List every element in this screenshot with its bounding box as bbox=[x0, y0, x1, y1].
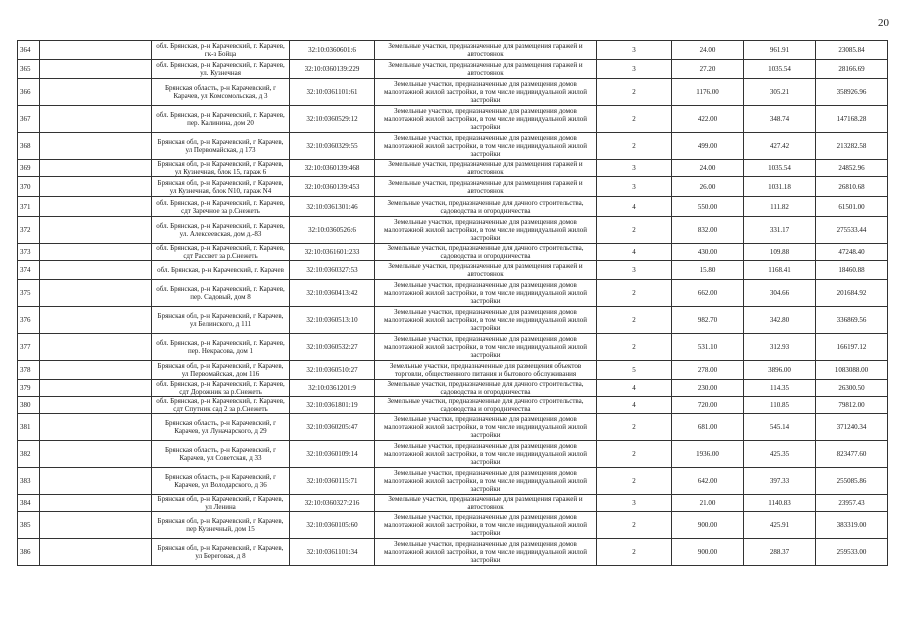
category-cell: 2 bbox=[597, 280, 672, 307]
spacer-cell bbox=[40, 380, 152, 397]
cadastral-number-cell: 32:10:0360532:27 bbox=[290, 334, 375, 361]
cadastral-number-cell: 32:10:0361201:9 bbox=[290, 380, 375, 397]
land-use-cell: Земельные участки, предназначенные для размещения гаражей и автостоянок bbox=[375, 41, 597, 60]
table-row bbox=[18, 334, 888, 361]
rate-cell: 3896.00 bbox=[744, 361, 816, 380]
rate-cell: 427.42 bbox=[744, 133, 816, 160]
address-cell: обл. Брянская, р-н Карачевский, г. Карачев, сдт Заречное за р.Снежеть bbox=[152, 197, 290, 217]
table-row bbox=[18, 397, 888, 414]
cadastral-value-cell: 26300.50 bbox=[816, 380, 888, 397]
rate-cell: 1035.54 bbox=[744, 160, 816, 177]
rate-cell: 109.88 bbox=[744, 244, 816, 261]
row-number: 364 bbox=[18, 41, 40, 60]
rate-cell: 425.35 bbox=[744, 441, 816, 468]
row-number: 370 bbox=[18, 177, 40, 197]
table-row bbox=[18, 244, 888, 261]
rate-cell: 1140.83 bbox=[744, 495, 816, 512]
address-cell: обл. Брянская, р-н Карачевский, г. Карачев, пер. Калинина, дом 20 bbox=[152, 106, 290, 133]
land-use-cell: Земельные участки, предназначенные для размещения гаражей и автостоянок bbox=[375, 177, 597, 197]
table-row bbox=[18, 106, 888, 133]
address-cell: Брянская обл, р-н Карачевский, г Карачев, ул Первомайская, д 173 bbox=[152, 133, 290, 160]
row-number: 378 bbox=[18, 361, 40, 380]
land-use-cell: Земельные участки, предназначенные для размещения домов малоэтажной жилой застройки, в том числе индивидуальной жилой застройки bbox=[375, 280, 597, 307]
rate-cell: 110.85 bbox=[744, 397, 816, 414]
row-number: 373 bbox=[18, 244, 40, 261]
table-row bbox=[18, 217, 888, 244]
address-cell: обл. Брянская, р-н Карачевский, г. Карачев, сдт Дорожник за р.Снежеть bbox=[152, 380, 290, 397]
address-cell: обл. Брянская, р-н Карачевский, г. Карачев, ул. Кузнечная bbox=[152, 60, 290, 79]
area-cell: 24.00 bbox=[672, 41, 744, 60]
table-row bbox=[18, 79, 888, 106]
category-cell: 3 bbox=[597, 261, 672, 280]
cadastral-value-cell: 24852.96 bbox=[816, 160, 888, 177]
land-use-cell: Земельные участки, предназначенные для размещения домов малоэтажной жилой застройки, в том числе индивидуальной жилой застройки bbox=[375, 468, 597, 495]
table-row bbox=[18, 380, 888, 397]
cadastral-value-cell: 201684.92 bbox=[816, 280, 888, 307]
area-cell: 832.00 bbox=[672, 217, 744, 244]
category-cell: 2 bbox=[597, 217, 672, 244]
cadastral-number-cell: 32:10:0360105:60 bbox=[290, 512, 375, 539]
area-cell: 27.20 bbox=[672, 60, 744, 79]
row-number: 383 bbox=[18, 468, 40, 495]
category-cell: 2 bbox=[597, 539, 672, 566]
rate-cell: 1168.41 bbox=[744, 261, 816, 280]
table-row bbox=[18, 495, 888, 512]
cadastral-number-cell: 32:10:0360139:468 bbox=[290, 160, 375, 177]
category-cell: 3 bbox=[597, 160, 672, 177]
spacer-cell bbox=[40, 160, 152, 177]
table-row bbox=[18, 60, 888, 79]
spacer-cell bbox=[40, 60, 152, 79]
table-row bbox=[18, 133, 888, 160]
land-use-cell: Земельные участки, предназначенные для размещения домов малоэтажной жилой застройки, в том числе индивидуальной жилой застройки bbox=[375, 414, 597, 441]
category-cell: 2 bbox=[597, 334, 672, 361]
row-number: 382 bbox=[18, 441, 40, 468]
row-number: 372 bbox=[18, 217, 40, 244]
area-cell: 720.00 bbox=[672, 397, 744, 414]
spacer-cell bbox=[40, 414, 152, 441]
spacer-cell bbox=[40, 468, 152, 495]
table-row bbox=[18, 414, 888, 441]
area-cell: 499.00 bbox=[672, 133, 744, 160]
land-use-cell: Земельные участки, предназначенные для размещения домов малоэтажной жилой застройки, в том числе индивидуальной жилой застройки bbox=[375, 217, 597, 244]
cadastral-value-cell: 1083088.00 bbox=[816, 361, 888, 380]
rate-cell: 348.74 bbox=[744, 106, 816, 133]
area-cell: 900.00 bbox=[672, 539, 744, 566]
cadastral-number-cell: 32:10:0361801:19 bbox=[290, 397, 375, 414]
table-row bbox=[18, 41, 888, 60]
cadastral-number-cell: 32:10:0360601:6 bbox=[290, 41, 375, 60]
land-use-cell: Земельные участки, предназначенные для размещения домов малоэтажной жилой застройки, в том числе индивидуальной жилой застройки bbox=[375, 334, 597, 361]
table-row bbox=[18, 539, 888, 566]
rate-cell: 342.80 bbox=[744, 307, 816, 334]
cadastral-number-cell: 32:10:0360139:229 bbox=[290, 60, 375, 79]
row-number: 381 bbox=[18, 414, 40, 441]
table-row bbox=[18, 441, 888, 468]
category-cell: 2 bbox=[597, 133, 672, 160]
area-cell: 642.00 bbox=[672, 468, 744, 495]
cadastral-number-cell: 32:10:0361101:61 bbox=[290, 79, 375, 106]
cadastral-value-cell: 23085.84 bbox=[816, 41, 888, 60]
address-cell: обл. Брянская, р-н Карачевский, г. Карачев, сдт Спутник сад 2 за р.Снежеть bbox=[152, 397, 290, 414]
cadastral-number-cell: 32:10:0360109:14 bbox=[290, 441, 375, 468]
cadastral-value-cell: 336869.56 bbox=[816, 307, 888, 334]
row-number: 380 bbox=[18, 397, 40, 414]
cadastral-value-cell: 166197.12 bbox=[816, 334, 888, 361]
address-cell: обл. Брянская, р-н Карачевский, г. Карачев, сдт Рассвет за р.Снежеть bbox=[152, 244, 290, 261]
page-number: 20 bbox=[878, 17, 889, 29]
rate-cell: 288.37 bbox=[744, 539, 816, 566]
land-use-cell: Земельные участки, предназначенные для размещения домов малоэтажной жилой застройки, в том числе индивидуальной жилой застройки bbox=[375, 539, 597, 566]
cadastral-number-cell: 32:10:0361101:34 bbox=[290, 539, 375, 566]
cadastral-value-cell: 26810.68 bbox=[816, 177, 888, 197]
table-row bbox=[18, 468, 888, 495]
spacer-cell bbox=[40, 79, 152, 106]
address-cell: обл. Брянская, р-н Карачевский, г. Карачев, пер. Садовый, дом 8 bbox=[152, 280, 290, 307]
spacer-cell bbox=[40, 133, 152, 160]
cadastral-number-cell: 32:10:0360115:71 bbox=[290, 468, 375, 495]
spacer-cell bbox=[40, 361, 152, 380]
rate-cell: 545.14 bbox=[744, 414, 816, 441]
address-cell: Брянская обл, р-н Карачевский, г Карачев, ул Береговая, д 8 bbox=[152, 539, 290, 566]
category-cell: 2 bbox=[597, 106, 672, 133]
spacer-cell bbox=[40, 177, 152, 197]
spacer-cell bbox=[40, 197, 152, 217]
category-cell: 2 bbox=[597, 307, 672, 334]
land-use-cell: Земельные участки, предназначенные для размещения домов малоэтажной жилой застройки, в том числе индивидуальной жилой застройки bbox=[375, 106, 597, 133]
cadastral-number-cell: 32:10:0360139:453 bbox=[290, 177, 375, 197]
area-cell: 662.00 bbox=[672, 280, 744, 307]
register-body bbox=[18, 41, 888, 566]
cadastral-number-cell: 32:10:0361301:46 bbox=[290, 197, 375, 217]
category-cell: 4 bbox=[597, 397, 672, 414]
row-number: 386 bbox=[18, 539, 40, 566]
area-cell: 1936.00 bbox=[672, 441, 744, 468]
area-cell: 230.00 bbox=[672, 380, 744, 397]
row-number: 375 bbox=[18, 280, 40, 307]
rate-cell: 1031.18 bbox=[744, 177, 816, 197]
cadastral-number-cell: 32:10:0361601:233 bbox=[290, 244, 375, 261]
cadastral-number-cell: 32:10:0360513:10 bbox=[290, 307, 375, 334]
table-row bbox=[18, 512, 888, 539]
table-row bbox=[18, 160, 888, 177]
cadastral-value-cell: 255085.86 bbox=[816, 468, 888, 495]
row-number: 385 bbox=[18, 512, 40, 539]
category-cell: 2 bbox=[597, 79, 672, 106]
cadastral-number-cell: 32:10:0360510:27 bbox=[290, 361, 375, 380]
spacer-cell bbox=[40, 280, 152, 307]
cadastral-value-cell: 23957.43 bbox=[816, 495, 888, 512]
table-row bbox=[18, 261, 888, 280]
spacer-cell bbox=[40, 495, 152, 512]
area-cell: 15.80 bbox=[672, 261, 744, 280]
address-cell: обл. Брянская, р-н Карачевский, г. Карачев, гк-з Бойца bbox=[152, 41, 290, 60]
land-use-cell: Земельные участки, предназначенные для размещения гаражей и автостоянок bbox=[375, 495, 597, 512]
address-cell: Брянская обл, р-н Карачевский, г Карачев, ул Белинского, д 111 bbox=[152, 307, 290, 334]
cadastral-number-cell: 32:10:0360205:47 bbox=[290, 414, 375, 441]
cadastral-value-cell: 358926.96 bbox=[816, 79, 888, 106]
cadastral-value-cell: 18460.88 bbox=[816, 261, 888, 280]
area-cell: 278.00 bbox=[672, 361, 744, 380]
cadastral-value-cell: 371240.34 bbox=[816, 414, 888, 441]
spacer-cell bbox=[40, 397, 152, 414]
rate-cell: 111.82 bbox=[744, 197, 816, 217]
category-cell: 2 bbox=[597, 441, 672, 468]
address-cell: Брянская область, р-н Карачевский, г Карачев, ул Володарского, д 36 bbox=[152, 468, 290, 495]
cadastral-value-cell: 47248.40 bbox=[816, 244, 888, 261]
rate-cell: 331.17 bbox=[744, 217, 816, 244]
cadastral-value-cell: 823477.60 bbox=[816, 441, 888, 468]
address-cell: Брянская обл, р-н Карачевский, г Карачев, ул Кузнечная, блок N10, гараж N4 bbox=[152, 177, 290, 197]
rate-cell: 1035.54 bbox=[744, 60, 816, 79]
area-cell: 982.70 bbox=[672, 307, 744, 334]
cadastral-number-cell: 32:10:0360529:12 bbox=[290, 106, 375, 133]
row-number: 374 bbox=[18, 261, 40, 280]
row-number: 384 bbox=[18, 495, 40, 512]
row-number: 369 bbox=[18, 160, 40, 177]
land-use-cell: Земельные участки, предназначенные для дачного строительства, садоводства и огородничества bbox=[375, 397, 597, 414]
category-cell: 2 bbox=[597, 414, 672, 441]
land-use-cell: Земельные участки, предназначенные для дачного строительства, садоводства и огородничества bbox=[375, 197, 597, 217]
spacer-cell bbox=[40, 512, 152, 539]
spacer-cell bbox=[40, 334, 152, 361]
category-cell: 2 bbox=[597, 468, 672, 495]
row-number: 377 bbox=[18, 334, 40, 361]
category-cell: 3 bbox=[597, 495, 672, 512]
table-row bbox=[18, 307, 888, 334]
address-cell: обл. Брянская, р-н Карачевский, г. Карачев, ул. Алексеевская, дом д.-83 bbox=[152, 217, 290, 244]
address-cell: обл. Брянская, р-н Карачевский, г. Карачев bbox=[152, 261, 290, 280]
land-use-cell: Земельные участки, предназначенные для размещения домов малоэтажной жилой застройки, в том числе индивидуальной жилой застройки bbox=[375, 79, 597, 106]
address-cell: Брянская обл, р-н Карачевский, г Карачев, ул Кузнечная, блок 15, гараж 6 bbox=[152, 160, 290, 177]
spacer-cell bbox=[40, 307, 152, 334]
cadastral-value-cell: 61501.00 bbox=[816, 197, 888, 217]
cadastral-value-cell: 147168.28 bbox=[816, 106, 888, 133]
land-use-cell: Земельные участки, предназначенные для размещения гаражей и автостоянок bbox=[375, 60, 597, 79]
address-cell: Брянская обл, р-н Карачевский, г Карачев, ул Ленина bbox=[152, 495, 290, 512]
row-number: 365 bbox=[18, 60, 40, 79]
land-use-cell: Земельные участки, предназначенные для дачного строительства, садоводства и огородничества bbox=[375, 244, 597, 261]
land-use-cell: Земельные участки, предназначенные для размещения объектов торговли, общественного питания и бытового обслуживания bbox=[375, 361, 597, 380]
row-number: 371 bbox=[18, 197, 40, 217]
spacer-cell bbox=[40, 441, 152, 468]
cadastral-number-cell: 32:10:0360327:216 bbox=[290, 495, 375, 512]
area-cell: 430.00 bbox=[672, 244, 744, 261]
spacer-cell bbox=[40, 217, 152, 244]
table-row bbox=[18, 361, 888, 380]
row-number: 366 bbox=[18, 79, 40, 106]
cadastral-number-cell: 32:10:0360329:55 bbox=[290, 133, 375, 160]
rate-cell: 304.66 bbox=[744, 280, 816, 307]
land-use-cell: Земельные участки, предназначенные для размещения домов малоэтажной жилой застройки, в том числе индивидуальной жилой застройки bbox=[375, 512, 597, 539]
spacer-cell bbox=[40, 539, 152, 566]
cadastral-value-cell: 275533.44 bbox=[816, 217, 888, 244]
cadastral-number-cell: 32:10:0360526:6 bbox=[290, 217, 375, 244]
cadastral-value-cell: 79812.00 bbox=[816, 397, 888, 414]
land-use-cell: Земельные участки, предназначенные для размещения гаражей и автостоянок bbox=[375, 261, 597, 280]
cadastral-value-cell: 259533.00 bbox=[816, 539, 888, 566]
address-cell: Брянская область, р-н Карачевский, г Карачев, ул Луначарского, д 29 bbox=[152, 414, 290, 441]
rate-cell: 397.33 bbox=[744, 468, 816, 495]
category-cell: 4 bbox=[597, 197, 672, 217]
address-cell: обл. Брянская, р-н Карачевский, г. Карачев, пер. Некрасова, дом 1 bbox=[152, 334, 290, 361]
rate-cell: 961.91 bbox=[744, 41, 816, 60]
area-cell: 900.00 bbox=[672, 512, 744, 539]
category-cell: 3 bbox=[597, 60, 672, 79]
rate-cell: 312.93 bbox=[744, 334, 816, 361]
address-cell: Брянская обл, р-н Карачевский, г Карачев, пер Кузнечный, дом 15 bbox=[152, 512, 290, 539]
area-cell: 681.00 bbox=[672, 414, 744, 441]
table-row bbox=[18, 177, 888, 197]
area-cell: 26.00 bbox=[672, 177, 744, 197]
category-cell: 2 bbox=[597, 512, 672, 539]
area-cell: 1176.00 bbox=[672, 79, 744, 106]
table-row bbox=[18, 280, 888, 307]
spacer-cell bbox=[40, 41, 152, 60]
row-number: 368 bbox=[18, 133, 40, 160]
spacer-cell bbox=[40, 106, 152, 133]
land-use-cell: Земельные участки, предназначенные для дачного строительства, садоводства и огородничества bbox=[375, 380, 597, 397]
address-cell: Брянская область, р-н Карачевский, г Карачев, ул Советская, д 33 bbox=[152, 441, 290, 468]
rate-cell: 305.21 bbox=[744, 79, 816, 106]
land-register-table bbox=[17, 40, 888, 566]
area-cell: 422.00 bbox=[672, 106, 744, 133]
spacer-cell bbox=[40, 244, 152, 261]
cadastral-value-cell: 28166.69 bbox=[816, 60, 888, 79]
cadastral-number-cell: 32:10:0360413:42 bbox=[290, 280, 375, 307]
row-number: 367 bbox=[18, 106, 40, 133]
area-cell: 531.10 bbox=[672, 334, 744, 361]
area-cell: 21.00 bbox=[672, 495, 744, 512]
category-cell: 3 bbox=[597, 41, 672, 60]
spacer-cell bbox=[40, 261, 152, 280]
address-cell: Брянская обл, р-н Карачевский, г Карачев, ул Первомайская, дом 116 bbox=[152, 361, 290, 380]
address-cell: Брянская область, р-н Карачевский, г Карачев, ул Комсомольская, д 3 bbox=[152, 79, 290, 106]
row-number: 379 bbox=[18, 380, 40, 397]
category-cell: 4 bbox=[597, 380, 672, 397]
cadastral-value-cell: 383319.00 bbox=[816, 512, 888, 539]
area-cell: 24.00 bbox=[672, 160, 744, 177]
category-cell: 4 bbox=[597, 244, 672, 261]
land-use-cell: Земельные участки, предназначенные для размещения домов малоэтажной жилой застройки, в том числе индивидуальной жилой застройки bbox=[375, 133, 597, 160]
land-use-cell: Земельные участки, предназначенные для размещения домов малоэтажной жилой застройки, в том числе индивидуальной жилой застройки bbox=[375, 441, 597, 468]
cadastral-value-cell: 213282.58 bbox=[816, 133, 888, 160]
category-cell: 3 bbox=[597, 177, 672, 197]
land-use-cell: Земельные участки, предназначенные для размещения гаражей и автостоянок bbox=[375, 160, 597, 177]
row-number: 376 bbox=[18, 307, 40, 334]
area-cell: 550.00 bbox=[672, 197, 744, 217]
category-cell: 5 bbox=[597, 361, 672, 380]
land-use-cell: Земельные участки, предназначенные для размещения домов малоэтажной жилой застройки, в том числе индивидуальной жилой застройки bbox=[375, 307, 597, 334]
table-row bbox=[18, 197, 888, 217]
cadastral-number-cell: 32:10:0360327:53 bbox=[290, 261, 375, 280]
rate-cell: 425.91 bbox=[744, 512, 816, 539]
rate-cell: 114.35 bbox=[744, 380, 816, 397]
